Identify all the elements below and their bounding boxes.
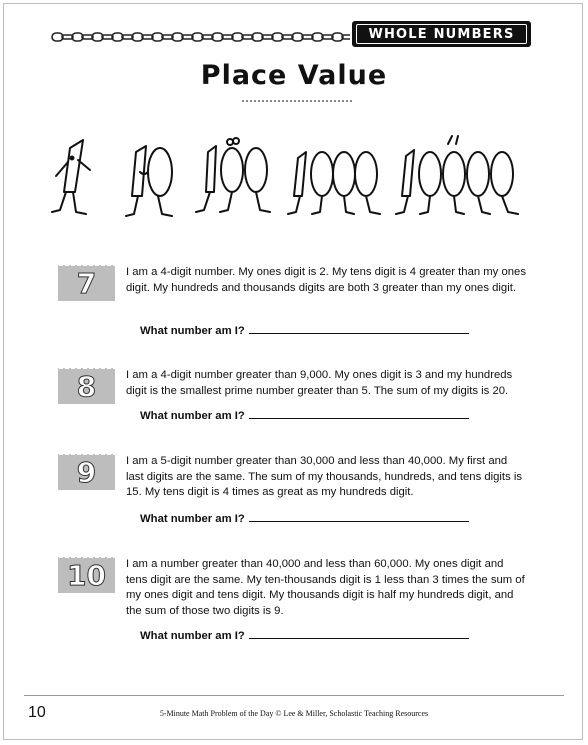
answer-prompt	[140, 509, 469, 525]
answer-line[interactable]	[249, 626, 469, 639]
answer-line[interactable]	[249, 321, 469, 334]
page-title: Place Value	[200, 60, 388, 91]
page-number: 10	[28, 704, 46, 721]
problem-text: I am a 5-digit number greater than 30,000 and less than 40,000. My first and last digits are the same. The sum of my thousands, hundreds, and tens digits is 15. My tens digit is 4 times as great as my hundreds digit.	[126, 455, 523, 498]
problem-number-badge	[58, 265, 115, 301]
problem-text: I am a 4-digit number. My ones digit is 2. My tens digit is 4 greater than my ones digit. My hundreds and thousands digits are both 3 greater than my ones digit.	[126, 266, 526, 294]
answer-line[interactable]	[249, 509, 469, 522]
problem-number-badge	[58, 454, 115, 490]
problem-number: 9	[76, 455, 97, 489]
chain-decoration	[50, 31, 350, 43]
problem-text: I am a 4-digit number greater than 9,000. My ones digit is 3 and my hundreds digit is the smallest prime number greater than 5. The sum of my digits is 20.	[126, 369, 513, 397]
section-badge	[352, 21, 531, 47]
footer-credit: 5-Minute Math Problem of the Day © Lee & Miller, Scholastic Teaching Resources	[159, 709, 429, 718]
answer-line[interactable]	[249, 406, 469, 419]
title-divider	[242, 100, 352, 106]
place-value-illustration	[48, 130, 548, 225]
number-one-character	[52, 140, 90, 214]
problem-text: I am a number greater than 40,000 and less than 60,000. My ones digit and tens digit are the same. My ten-thousands digit is 1 less than 3 times the sum of my ones digit and tens digit. My thousands digit is half my hundreds digit, and the sum of those two digits is 9.	[126, 558, 525, 617]
answer-prompt	[140, 626, 469, 642]
answer-label: What number am I?	[140, 410, 245, 422]
answer-prompt	[140, 321, 469, 337]
number-ten-thousand-character	[396, 136, 518, 214]
answer-label: What number am I?	[140, 630, 245, 642]
answer-label: What number am I?	[140, 325, 245, 337]
answer-label: What number am I?	[140, 513, 245, 525]
number-hundred-character	[196, 138, 270, 212]
problem-number: 7	[76, 266, 97, 300]
problem-number-badge	[58, 368, 115, 404]
problem-number-badge	[58, 557, 115, 593]
number-ten-character	[126, 146, 172, 216]
answer-prompt	[140, 406, 469, 422]
section-label: WHOLE NUMBERS	[356, 24, 527, 44]
problem-number: 10	[67, 558, 106, 592]
footer-rule	[24, 695, 564, 696]
number-thousand-character	[288, 152, 380, 214]
problem-number: 8	[76, 369, 97, 403]
